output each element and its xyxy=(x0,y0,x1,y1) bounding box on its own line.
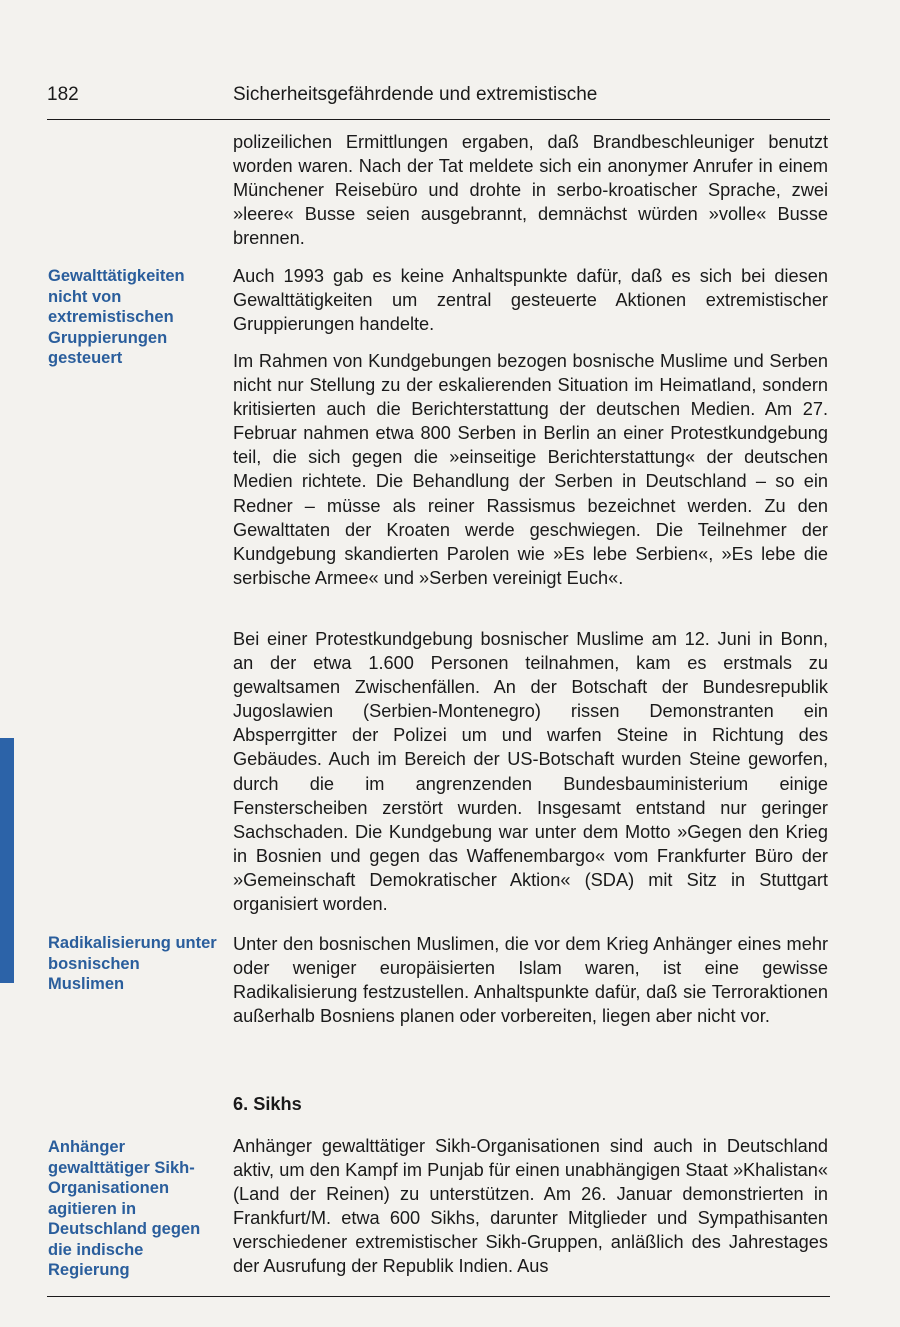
margin-note-radikalisierung: Radikalisierung unter bosnischen Muslimen xyxy=(48,934,217,993)
margin-note-sikh: Anhänger gewalttätiger Sikh-Organisationen agitieren in Deutschland gegen die indische Regierung xyxy=(48,1138,201,1279)
paragraph-5: Unter den bosnischen Muslimen, die vor dem Krieg Anhänger eines mehr oder weniger europäisierten Islam waren, ist eine gewisse Radikalisierung festzustellen. Anhaltspunkte dafür, daß sie Terroraktionen außerhalb Bosniens planen oder vorbereiten, liegen aber nicht vor. xyxy=(233,934,828,1027)
running-head: Sicherheitsgefährdende und extremistische xyxy=(233,84,598,105)
page-number: 182 xyxy=(47,84,79,105)
section-heading-sikhs: 6. Sikhs xyxy=(233,1094,302,1114)
margin-color-bar xyxy=(0,738,14,983)
paragraph-2: Auch 1993 gab es keine Anhaltspunkte dafür, daß es sich bei diesen Gewalttätigkeiten um zentral gesteuerte Aktionen extremistischer Gruppierungen handelte. xyxy=(233,266,828,335)
paragraph-3: Im Rahmen von Kundgebungen bezogen bosnische Muslime und Serben nicht nur Stellung zu der eskalierenden Situation im Heimatland, sondern kritisierten auch die Berichterstattung der deutschen Medien. Am 27. Februar nahmen etwa 800 Serben in Berlin an einer Protestkundgebung teil, die sich gegen die »einseitige Berichterstattung« der deutschen Medien richtete. Die Behandlung der Serben in Deutschland – so ein Redner – müsse als reiner Rassismus bezeichnet werden. Zu den Gewalttaten der Kroaten werde geschwiegen. Die Teilnehmer der Kundgebung skandierten Parolen wie »Es lebe Serbien«, »Es lebe die serbische Armee« und »Serben vereinigt Euch«. xyxy=(233,351,828,588)
header-rule xyxy=(47,119,830,120)
footer-rule xyxy=(47,1296,830,1297)
paragraph-4: Bei einer Protestkundgebung bosnischer Muslime am 12. Juni in Bonn, an der etwa 1.600 Personen teilnahmen, kam es erstmals zu gewaltsamen Zwischenfällen. An der Botschaft der Bundesrepublik Jugoslawien (Serbien-Montenegro) rissen Demonstranten ein Absperrgitter der Polizei um und warfen Steine in Richtung des Gebäudes. Auch im Bereich der US-Botschaft wurden Steine geworfen, durch die im angrenzenden Bundesbauministerium einige Fensterscheiben zerstört wurden. Insgesamt entstand nur geringer Sachschaden. Die Kundgebung war unter dem Motto »Gegen den Krieg in Bosnien und gegen das Waffenembargo« vom Frankfurter Büro der »Gemeinschaft Demokratischer Aktion« (SDA) mit Sitz in Stuttgart organisiert worden. xyxy=(233,629,828,915)
paragraph-1: polizeilichen Ermittlungen ergaben, daß Brandbeschleuniger benutzt worden waren. Nach der Tat meldete sich ein anonymer Anrufer in einem Münchener Reisebüro und drohte in serbo-kroatischer Sprache, zwei »leere« Busse seien ausgebrannt, demnächst würden »volle« Busse brennen. xyxy=(233,132,828,249)
paragraph-sikhs: Anhänger gewalttätiger Sikh-Organisationen sind auch in Deutschland aktiv, um den Kampf im Punjab für einen unabhängigen Staat »Khalistan« (Land der Reinen) zu unterstützen. Am 26. Januar demonstrierten in Frankfurt/M. etwa 600 Sikhs, darunter Mitglieder und Sympathisanten verschiedener extremistischer Sikh-Gruppen, anläßlich des Jahrestages der Ausrufung der Republik Indien. Aus xyxy=(233,1136,828,1277)
margin-note-gewalttaetigkeiten: Gewalttätigkeiten nicht von extremistischen Gruppierungen gesteuert xyxy=(48,267,185,367)
